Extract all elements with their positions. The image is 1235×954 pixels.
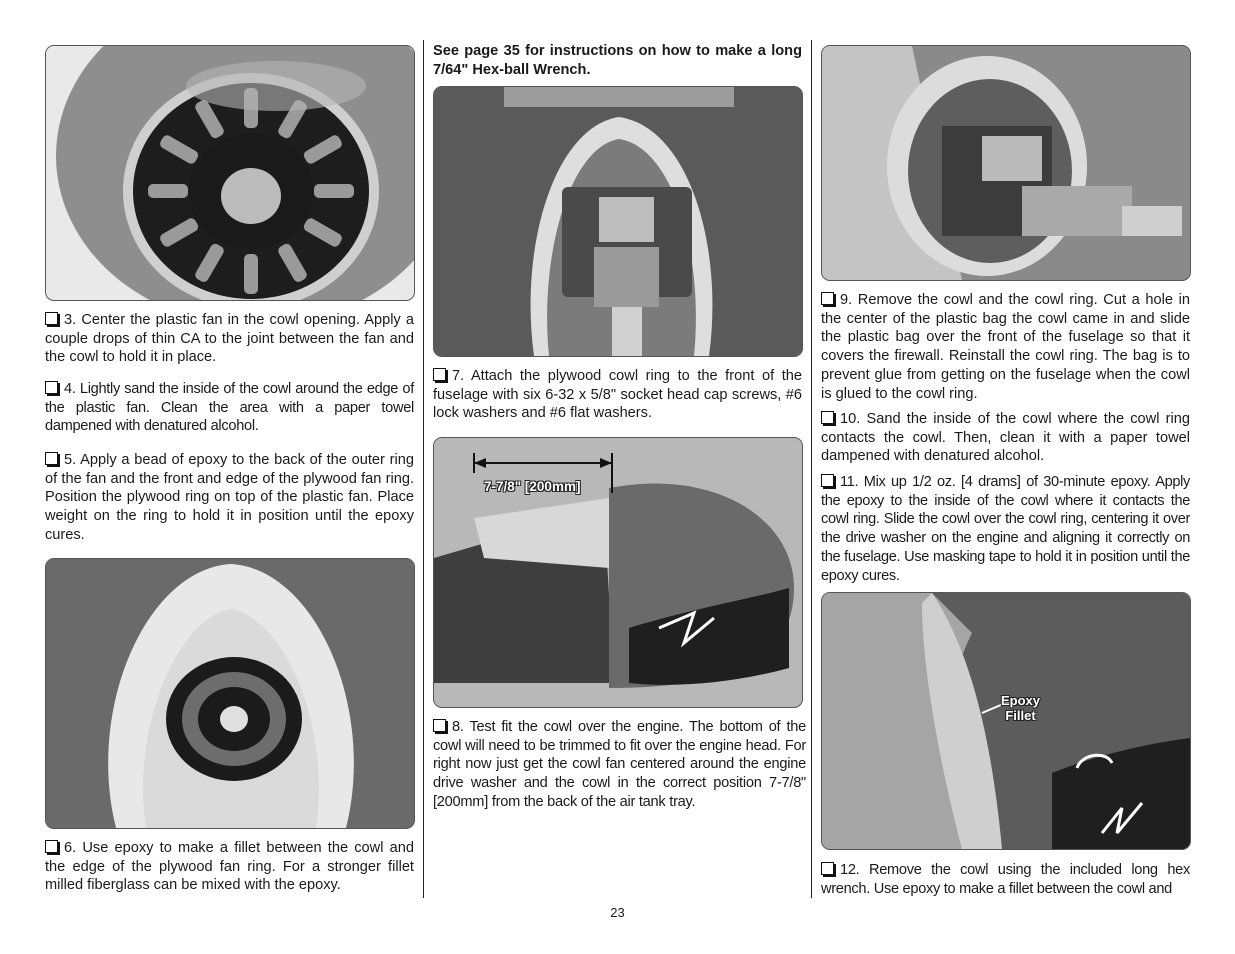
epoxy-fillet-line2: Fillet	[1005, 708, 1036, 723]
checkbox[interactable]	[433, 368, 446, 381]
epoxy-fillet-line1: Epoxy	[1001, 693, 1041, 708]
step-4-text: 4. Lightly sand the inside of the cowl around the edge of the plastic fan. Clean the area with a paper towel dampened with denatured alcohol.	[45, 381, 414, 435]
checkbox[interactable]	[45, 452, 58, 465]
step-4	[45, 380, 414, 436]
photo-cowl-test-fit	[433, 437, 803, 708]
step-11	[821, 473, 1190, 585]
step-3-text: 3. Center the plastic fan in the cowl opening. Apply a couple drops of thin CA to the joint between the fan and the cowl to hold it in place.	[45, 312, 414, 366]
photo-engine-cowl-ring	[433, 86, 803, 357]
fan-cowl-illustration	[46, 46, 414, 300]
engine-illustration	[434, 87, 802, 356]
checkbox[interactable]	[433, 719, 446, 732]
step-8	[433, 718, 806, 812]
step-6-text: 6. Use epoxy to make a fillet between the cowl and the edge of the plywood fan ring. For a stronger fillet milled fiberglass can be mixed with the epoxy.	[45, 840, 414, 894]
step-9-text: 9. Remove the cowl and the cowl ring. Cut a hole in the center of the plastic bag the cowl came in and slide the plastic bag over the front of the fuselage so that it covers the firewall. Reinstall the cowl ring. The bag is to prevent glue from getting on the fuselage when the cowl is glued to the cowl ring.	[821, 292, 1190, 402]
step-7-text: 7. Attach the plywood cowl ring to the front of the fuselage with six 6-32 x 5/8" socket head cap screws, #6 lock washers and #6 flat washers.	[433, 368, 802, 422]
bag-illustration	[822, 46, 1190, 280]
checkbox[interactable]	[45, 312, 58, 325]
step-11-text: 11. Mix up 1/2 oz. [4 drams] of 30-minute epoxy. Apply the epoxy to the inside of the cowl where it contacts the cowl ring. Slide the cowl over the cowl ring, centering it over the drive washer on the engine and aligning it correctly on the fuselage. Use masking tape to hold it in position until the epoxy cures.	[821, 474, 1190, 584]
photo-fan-in-cowl	[45, 45, 415, 301]
checkbox[interactable]	[821, 292, 834, 305]
epoxy-fillet-callout	[1001, 693, 1040, 723]
page-number: 23	[610, 905, 625, 920]
step-9	[821, 291, 1190, 403]
step-5	[45, 451, 414, 545]
column-divider-left	[423, 40, 424, 898]
photo-epoxy-fillet	[821, 592, 1191, 850]
photo-bag-over-fuselage	[821, 45, 1191, 281]
step-10	[821, 410, 1190, 466]
hex-wrench-note: See page 35 for instructions on how to make a long 7/64" Hex-ball Wrench.	[433, 43, 802, 78]
fan-ring-illustration	[46, 559, 414, 828]
step-12	[821, 861, 1190, 898]
step-6	[45, 839, 414, 895]
checkbox[interactable]	[821, 411, 834, 424]
checkbox[interactable]	[45, 840, 58, 853]
step-3	[45, 311, 414, 367]
step-8-text: 8. Test fit the cowl over the engine. The bottom of the cowl will need to be trimmed to fit over the engine head. For right now just get the cowl fan centered around the engine drive washer and the cowl in the correct position 7-7/8" [200mm] from the back of the air tank tray.	[433, 719, 806, 810]
dimension-label: 7-7/8" [200mm]	[484, 479, 581, 494]
step-7	[433, 367, 802, 423]
checkbox[interactable]	[821, 474, 834, 487]
step-5-text: 5. Apply a bead of epoxy to the back of the outer ring of the fan and the front and edge of the plywood fan ring. Position the plywood ring on top of the plastic fan. Place weight on the ring to hold it in position until the epoxy cures.	[45, 452, 414, 543]
checkbox[interactable]	[45, 381, 58, 394]
column-divider-right	[811, 40, 812, 898]
step-10-text: 10. Sand the inside of the cowl where the cowl ring contacts the cowl. Then, clean it with a paper towel dampened with denatured alcohol.	[821, 411, 1190, 465]
photo-fan-ring-in-cowl	[45, 558, 415, 829]
checkbox[interactable]	[821, 862, 834, 875]
step-12-text: 12. Remove the cowl using the included long hex wrench. Use epoxy to make a fillet between the cowl and	[821, 862, 1190, 897]
